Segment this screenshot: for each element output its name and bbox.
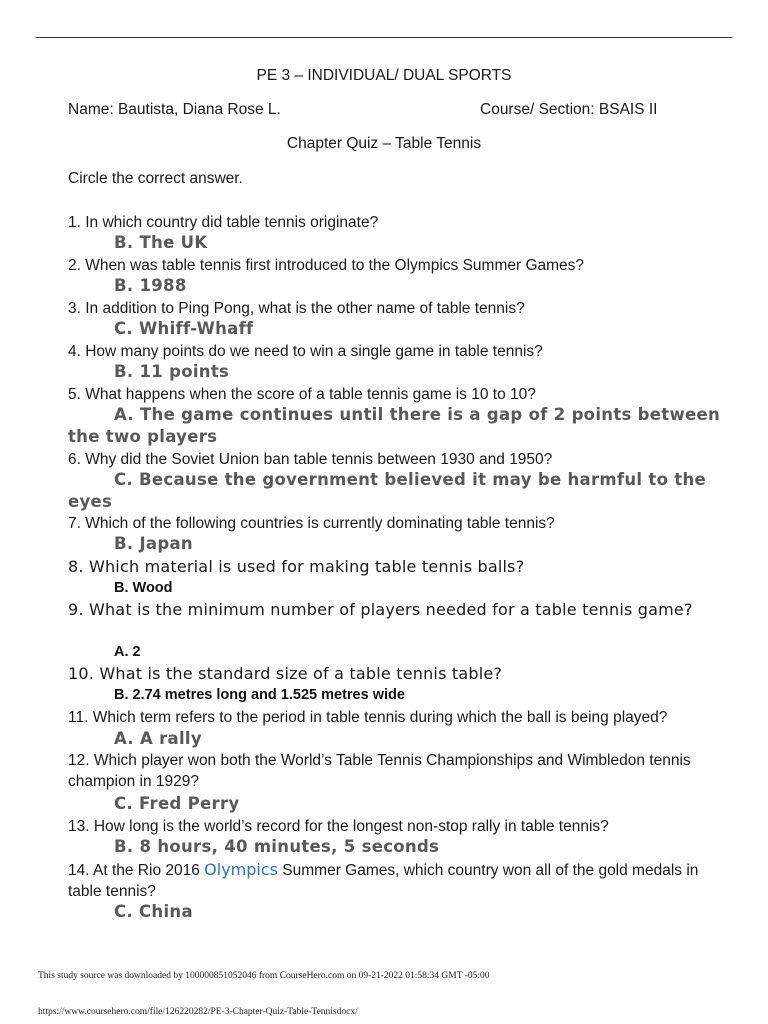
question-7: 7. Which of the following countries is currently dominating table tennis? [68,515,555,532]
answer-14: C. China [114,902,193,921]
answer-1: B. The UK [114,233,208,252]
answer-4: B. 11 points [114,362,230,381]
question-13: 13. How long is the world’s record for the longest non-stop rally in table tennis? [68,818,609,835]
answer-7: B. Japan [114,534,193,553]
question-14-start: 14. At the Rio 2016 [68,862,205,879]
question-9: 9. What is the minimum number of players needed for a table tennis game? [68,600,693,619]
source-url[interactable]: https://www.coursehero.com/file/126220282/PE-3-Chapter-Quiz-Table-Tennisdocx/ [38,1007,358,1017]
answer-5: A. The game continues until there is a gap of 2 points between the two players [68,405,721,446]
question-2: 2. When was table tennis first introduced to the Olympics Summer Games? [68,257,585,274]
top-divider [36,37,732,38]
instruction-text: Circle the correct answer. [68,170,243,187]
answer-10: B. 2.74 metres long and 1.525 metres wide [114,687,405,703]
question-1: 1. In which country did table tennis originate? [68,214,379,231]
answer-2: B. 1988 [114,276,187,295]
question-4: 4. How many points do we need to win a single game in table tennis? [68,343,543,360]
question-14-end: Summer Games, which country won all of the gold medals in table tennis? [68,862,699,900]
student-name: Name: Bautista, Diana Rose L. [68,101,281,118]
question-10: 10. What is the standard size of a table tennis table? [68,664,503,683]
answer-3: C. Whiff-Whaff [114,319,254,338]
question-12: 12. Which player won both the World’s Table Tennis Championships and Wimbledon tennis champion in 1929? [68,752,691,790]
question-5: 5. What happens when the score of a table tennis game is 10 to 10? [68,386,536,403]
course-section: Course/ Section: BSAIS II [480,101,658,118]
answer-12: C. Fred Perry [114,794,240,813]
question-6: 6. Why did the Soviet Union ban table tennis between 1930 and 1950? [68,451,553,468]
answer-6: C. Because the government believed it may be harmful to the eyes [68,470,707,511]
answer-8: B. Wood [114,580,173,596]
answer-11: A. A rally [114,729,202,748]
question-14 [68,859,708,902]
question-3: 3. In addition to Ping Pong, what is the other name of table tennis? [68,300,525,317]
answer-9: A. 2 [114,644,141,660]
question-11: 11. Which term refers to the period in table tennis during which the ball is being played? [68,709,668,726]
course-title: PE 3 – INDIVIDUAL/ DUAL SPORTS [256,67,512,84]
olympics-link[interactable]: Olympics [204,860,278,879]
question-8: 8. Which material is used for making table tennis balls? [68,557,525,576]
quiz-title: Chapter Quiz – Table Tennis [286,135,482,152]
answer-13: B. 8 hours, 40 minutes, 5 seconds [114,837,440,856]
download-note: This study source was downloaded by 100000851052046 from CourseHero.com on 09-21-2022 01:58:34 GMT -05:00 [38,971,490,981]
